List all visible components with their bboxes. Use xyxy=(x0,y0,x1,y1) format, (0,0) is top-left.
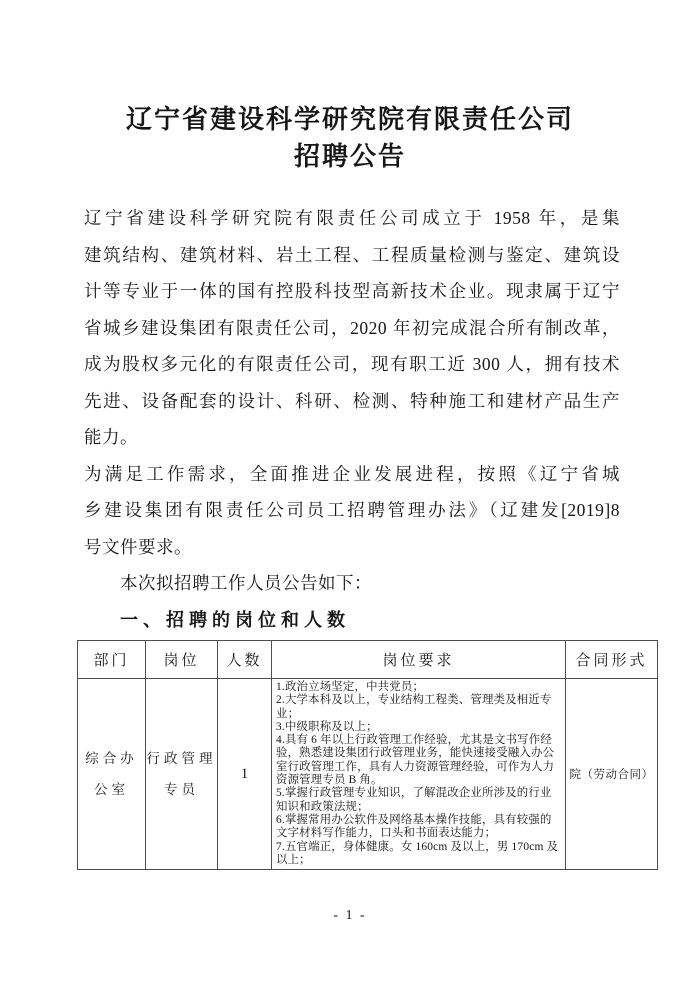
document-title xyxy=(0,101,700,175)
text-line: 为满足工作需求，全面推进企业发展进程，按照《辽宁省城 xyxy=(84,463,620,484)
requirement-item: 6.掌握常用办公软件及网络基本操作技能，具有较强的文字材料写作能力，口头和书面表达能力； xyxy=(276,813,552,840)
requirement-item: 5.掌握行政管理专业知识，了解混改企业所涉及的行业知识和政策法规； xyxy=(276,787,552,813)
table-header-cell: 人数 xyxy=(218,641,272,679)
department-line: 公室 xyxy=(94,782,129,798)
department-line: 综合办 xyxy=(85,751,138,767)
text-line: 能力。 xyxy=(84,427,138,447)
table-header-row xyxy=(78,641,658,679)
text-line: 乡建设集团有限责任公司员工招聘管理办法》（辽建发[2019]8 xyxy=(84,500,620,520)
announce-line: 本次拟招聘工作人员公告如下： xyxy=(120,573,372,593)
text-line: 先进、设备配套的设计、科研、检测、特种施工和建材产品生产 xyxy=(84,390,620,411)
document-body xyxy=(84,200,620,638)
intro-paragraph-1 xyxy=(84,200,620,456)
title-line-2: 招聘公告 xyxy=(293,142,406,171)
page-number: - 1 - xyxy=(333,908,367,923)
cell-requirements xyxy=(272,679,566,870)
text-line: 建筑结构、建筑材料、岩土工程、工程质量检测与鉴定、建筑设 xyxy=(84,244,620,265)
title-line-1: 辽宁省建设科学研究院有限责任公司 xyxy=(125,105,574,134)
text-line: 号文件要求。 xyxy=(84,536,192,557)
table-row xyxy=(78,679,658,870)
requirement-item: 1.政治立场坚定，中共党员； xyxy=(276,681,425,693)
text-line: 省城乡建设集团有限责任公司，2020 年初完成混合所有制改革， xyxy=(84,317,620,338)
announce-paragraph xyxy=(84,565,620,602)
cell-contract-type: 院（劳动合同） xyxy=(566,679,658,870)
text-line: 辽宁省建设科学研究院有限责任公司成立于 1958 年，是集 xyxy=(84,208,620,228)
table-body xyxy=(78,679,658,870)
text-line: 成为股权多元化的有限责任公司，现有职工近 300 人，拥有技术 xyxy=(84,354,620,374)
table-header-cell: 岗位要求 xyxy=(272,641,566,679)
requirement-item: 7.五官端正，身体健康。女 160cm 及以上，男 170cm 及以上； xyxy=(276,840,559,866)
cell-department xyxy=(78,679,146,870)
cell-headcount: 1 xyxy=(218,679,272,870)
section-heading: 一、招聘的岗位和人数 xyxy=(120,609,350,630)
cell-position xyxy=(146,679,218,870)
table-header-cell: 岗位 xyxy=(146,641,218,679)
table-head xyxy=(78,641,658,679)
table-header-cell: 部门 xyxy=(78,641,146,679)
requirement-item: 3.中级职称及以上； xyxy=(276,720,378,733)
intro-paragraph-2 xyxy=(84,456,620,566)
requirement-item: 2.大学本科及以上，专业结构工程类、管理类及相近专业； xyxy=(276,694,552,720)
table-header-cell: 合同形式 xyxy=(566,641,658,679)
position-line: 专员 xyxy=(164,782,199,798)
text-line: 计等专业于一体的国有控股科技型高新技术企业。现隶属于辽宁 xyxy=(84,281,620,301)
recruitment-table xyxy=(77,640,658,870)
requirement-item: 4.具有 6 年以上行政管理工作经验，尤其是文书写作经验，熟悉建设集团行政管理业务，能快速接受融入办公室行政管理工作，具有人力资源管理经验，可作为人力资源管理专员 B 角。 xyxy=(276,734,555,787)
position-line: 行政管理 xyxy=(146,751,217,767)
